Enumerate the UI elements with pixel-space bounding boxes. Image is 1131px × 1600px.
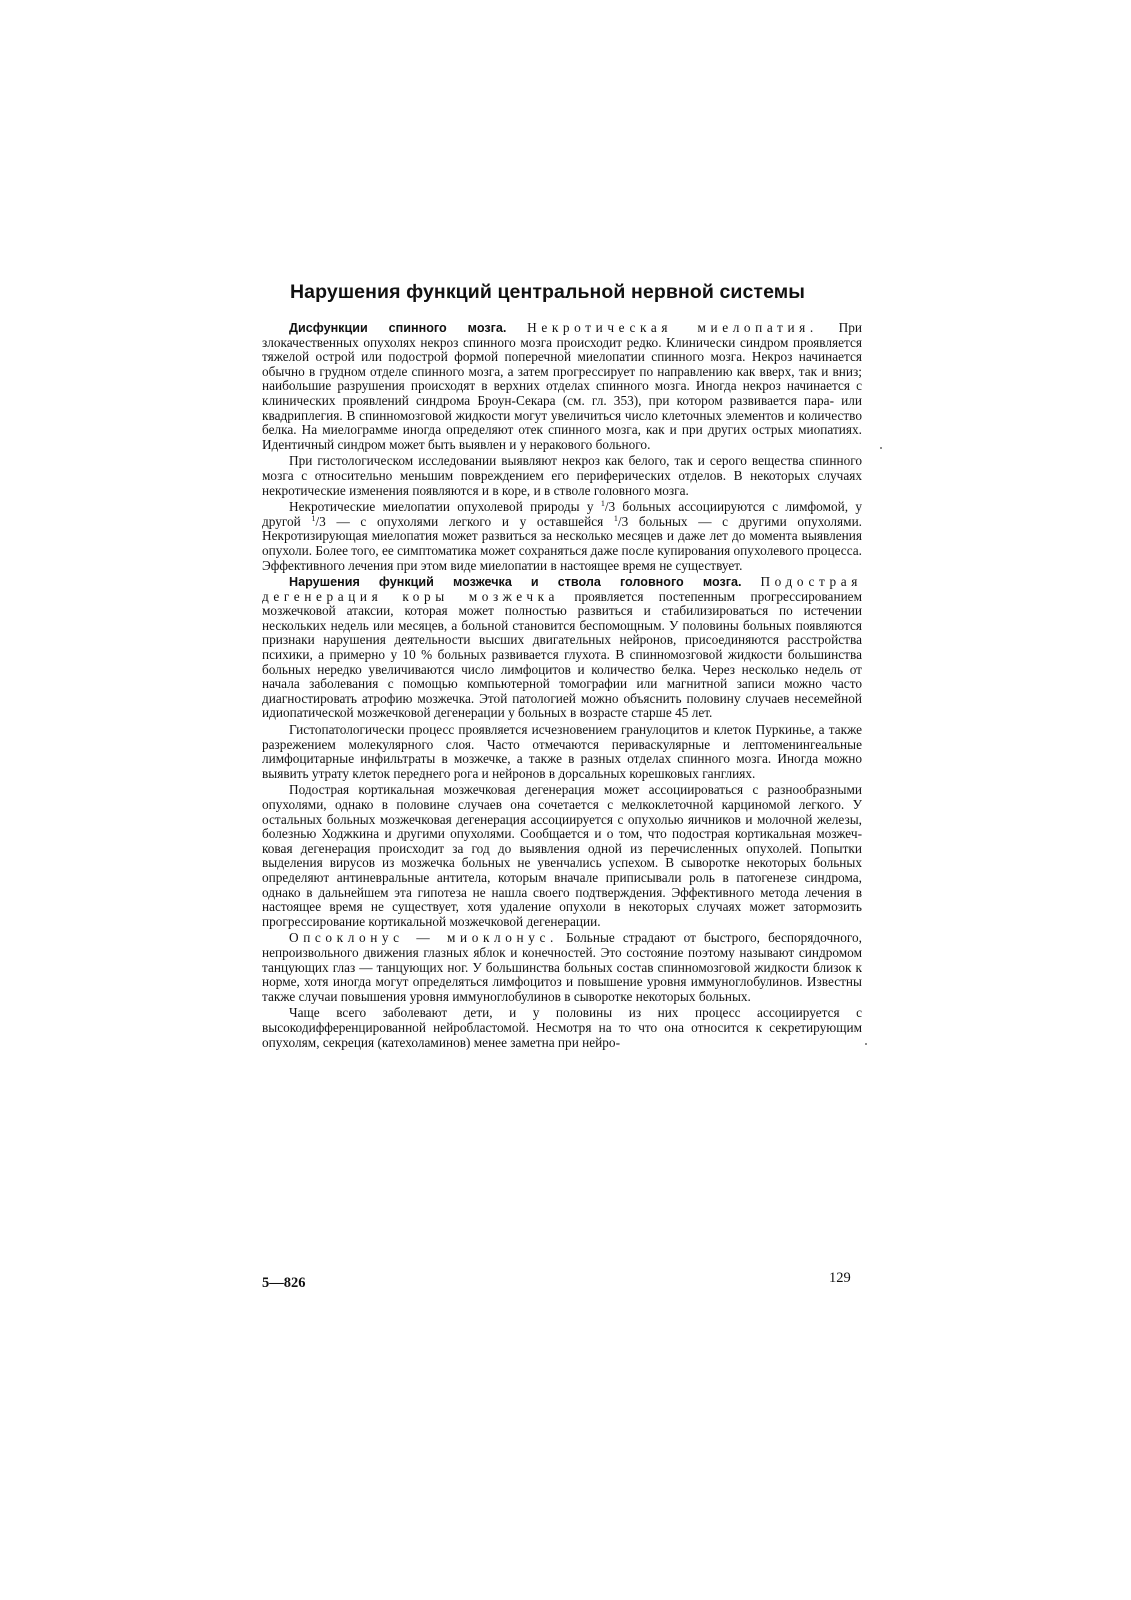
paragraph-cerebellar-degeneration	[262, 575, 862, 721]
paragraph-text: Подострая кортикальная мозжечковая дегенерация может ассоциироваться с разнообразными опухолями, однако в половине случаев она сочетается с мелкоклеточной карциномой легкого. У остальных больных мозжечковая дегенерация ассоциируется с опухолью яичников и молочной железы, болезнью Ходжкина и другими опухолями. Сообщается и о том, что подострая кортикальная мозжечковая дегенерация происходит за год до выявления одной из перечисленных опухолей. Попытки выделения вирусов из мозжечка больных не увенчались успехом. В сыворотке некоторых больных определяют антиневральные антитела, которым вначале приписывали роль в патогенезе синдрома, однако в дальнейшем эта гипотеза не нашла своего подтверждения. Эффективного метода лечения в настоящее время не существует, хотя удаление опухоли в некоторых случаях может затормозить прогрессирование кортикальной мозжечковой дегенерации.	[262, 782, 862, 929]
paragraph-text: проявляется постепенным прогрессированием мозжечковой атаксии, которая может полностью развиться и стабилизироваться по истечении нескольких недель или месяцев, а больной становится беспомощным. У половины больных появляются признаки нарушения деятельности высших двигательных нейронов, присоединяются расстройства психики, а примерно у 10 % больных развивается глухота. В спинномозговой жидкости большинства больных нередко увеличиваются число лимфоцитов и количество белка. Через несколько недель от начала заболевания с помощью компьютерной томографии или магнитной записи можно часто диагностировать атрофию мозжечка. Этой патологией можно объяснить половину случаев несемейной идиопатической мозжечковой дегенерации у больных в возрасте старше 45 лет.	[262, 588, 862, 721]
term-necrotic-myelopathy: Некротическая миелопатия.	[527, 320, 818, 335]
fraction-numerator: 1	[613, 513, 618, 523]
paragraph-text: Гистопатологически процесс проявляется исчезновением гранулоцитов и клеток Пуркинье, а также разрежением молекулярного слоя. Часто отмечаются периваскулярные и лептоменингеальные лимфоцитарные инфильтраты в мозжечке, а также в разных отделах спинного мозга. Иногда можно выявить утрату клеток переднего рога и нейронов в дорсальных корешковых ганглиях.	[262, 722, 862, 781]
page-number: 129	[829, 1270, 851, 1286]
paragraph-text: Больные страдают от быстрого, беспорядочного, непроизвольного движения глазных яблок и конечностей. Это состояние поэтому называют синдромом танцующих глаз — танцующих ног. У большинства больных состав спинномозговой жидкости близок к норме, хотя иногда могут определяться лимфоцитоз и повышение уровня иммуноглобулинов. Известны также случаи повышения уровня иммуноглобулинов в сыворотке некоторых больных.	[262, 930, 862, 1004]
paragraph-text: /3 — с опухолями легкого и у оставшейся	[315, 513, 604, 529]
paragraph-text: Некротические миелопатии опухолевой природы у	[289, 499, 594, 515]
paragraph-text: /3 больных ассоциируются с лимфомой, у другой	[262, 499, 862, 529]
term-opsoclonus-myoclonus: Опсоклонус — миоклонус.	[289, 930, 558, 946]
subsection-title-spinal-cord: Дисфункции спинного мозга.	[289, 321, 507, 335]
text-column	[262, 280, 862, 1050]
fraction-numerator: 1	[311, 513, 316, 523]
paragraph-children	[262, 1006, 862, 1050]
paragraph-spinal-necrosis	[262, 321, 862, 452]
paragraph-text: При гистологическом исследовании выявляют некроз как белого, так и серого вещества спинного мозга с относительно меньшим повреждением его периферических отделов. В некоторых случаях некротические изменения появляются и в коре, и в стволе головного мозга.	[262, 453, 862, 498]
paragraph-histology	[262, 454, 862, 498]
paragraph-text: /3 больных — с другими опухолями. Некротизирующая миелопатия может развиться за несколько месяцев и даже лет до момента выявления опухоли. Более того, ее симптоматика может сохраняться даже после купирования опухолевого процесса. Эффективного лечения при этом виде миелопатии в настоящее время не существует.	[262, 513, 863, 573]
scan-speck	[865, 1043, 867, 1045]
term-subacute-degeneration: Подострая дегенерация коры мозжечка	[262, 574, 863, 604]
subsection-title-cerebellum: Нарушения функций мозжечка и ствола головного мозга.	[289, 575, 742, 590]
paragraph-tumor-associations	[262, 783, 862, 929]
paragraph-text: Чаще всего заболевают дети, и у половины из них процесс ассоциируется с высокодифференцированной нейробластомой. Несмотря на то что она относится к секретирующим опухолям, секреция (катехоламинов) менее заметна при нейро-	[262, 1005, 862, 1050]
fraction-one-third	[311, 514, 603, 529]
fraction-numerator: 1	[600, 499, 605, 509]
section-heading: Нарушения функций центральной нервной системы	[290, 281, 806, 303]
printer-signature: 5—826	[262, 1275, 306, 1291]
paragraph-opsoclonus	[262, 931, 862, 1004]
paragraph-myelopathy-associations	[262, 500, 862, 573]
scan-speck	[880, 447, 882, 449]
paragraph-histopathology	[262, 723, 862, 781]
paragraph-text: При злокачественных опухолях некроз спинного мозга происходит редко. Клинически синдром проявляется тяжелой острой или подострой формой поперечной миелопатии спинного мозга. Некроз начинается обычно в грудном отделе спинного мозга, а затем прогрессирует по направлению как вверх, так и вниз; наибольшие разрушения происходят в верхних отделах спинного мозга. Иногда некроз начинается с клинических проявлений синдрома Броун-Секара (см. гл. 353), при котором развивается пара- или квадриплегия. В спинномозговой жидкости могут увеличиться число клеточных элементов и количество белка. На миелограмме иногда определяют отек спинного мозга, как и при других острых миопатиях. Идентичный синдром может быть выявлен и у неракового больного.	[262, 320, 862, 452]
